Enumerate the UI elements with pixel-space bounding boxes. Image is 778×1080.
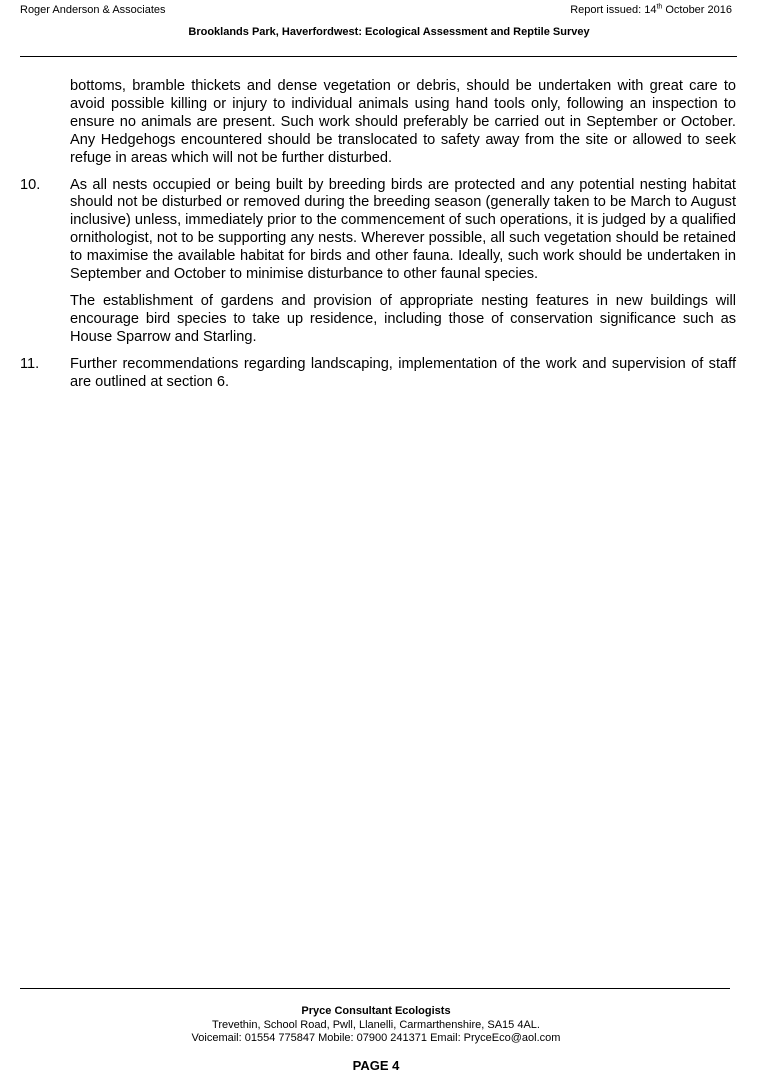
document-title: Brooklands Park, Haverfordwest: Ecological Assessment and Reptile Survey bbox=[188, 26, 590, 38]
paragraph-10-sub bbox=[20, 293, 736, 347]
paragraph-text: bottoms, bramble thickets and dense vegetation or debris, should be undertaken with great care to avoid possible killing or injury to individual animals using hand tools only, following an inspection to ensure no animals are present. Such work should preferably be carried out in September or October. Any Hedgehogs encountered should be translocated to safety away from the site or allowed to seek refuge in areas which will not be further disturbed. bbox=[70, 78, 736, 166]
paragraph-continuation bbox=[20, 78, 736, 168]
paragraph-11 bbox=[20, 356, 736, 392]
document-body bbox=[20, 78, 736, 401]
paragraph-text: Further recommendations regarding landscaping, implementation of the work and supervision of staff are outlined at section 6. bbox=[70, 355, 736, 390]
footer-contact: Voicemail: 01554 775847 Mobile: 07900 241371 Email: PryceEco@aol.com bbox=[191, 1032, 561, 1044]
paragraph-text: As all nests occupied or being built by breeding birds are protected and any potential nesting habitat should not be disturbed or removed during the breeding season (generally taken to be March to August inclusive) unless, immediately prior to the commencement of such operations, it is judged by a qualified ornithologist, not to be supporting any nests. Wherever possible, all such vegetation should be retained to maximise the available habitat for birds and other fauna. Ideally, such work should be undertaken in September and October to minimise disturbance to other faunal species. bbox=[70, 176, 736, 283]
report-issued-suffix: October 2016 bbox=[662, 4, 732, 16]
header-report-issued bbox=[570, 4, 732, 16]
footer-org: Pryce Consultant Ecologists bbox=[301, 1005, 451, 1017]
page-number: PAGE 4 bbox=[352, 1058, 400, 1073]
header-company: Roger Anderson & Associates bbox=[20, 4, 166, 16]
header-divider bbox=[20, 56, 737, 57]
paragraph-number: 11. bbox=[20, 355, 40, 372]
footer-address: Trevethin, School Road, Pwll, Llanelli, Carmarthenshire, SA15 4AL. bbox=[212, 1019, 540, 1031]
report-issued-prefix: Report issued: 14 bbox=[570, 4, 657, 16]
paragraph-number: 10. bbox=[20, 176, 41, 193]
footer-divider bbox=[20, 988, 730, 989]
paragraph-10 bbox=[20, 177, 736, 284]
paragraph-text: The establishment of gardens and provision of appropriate nesting features in new buildings will encourage bird species to take up residence, including those of conservation significance such as House Sparrow and Starling. bbox=[70, 292, 736, 345]
report-issued-sup: th bbox=[656, 3, 663, 11]
